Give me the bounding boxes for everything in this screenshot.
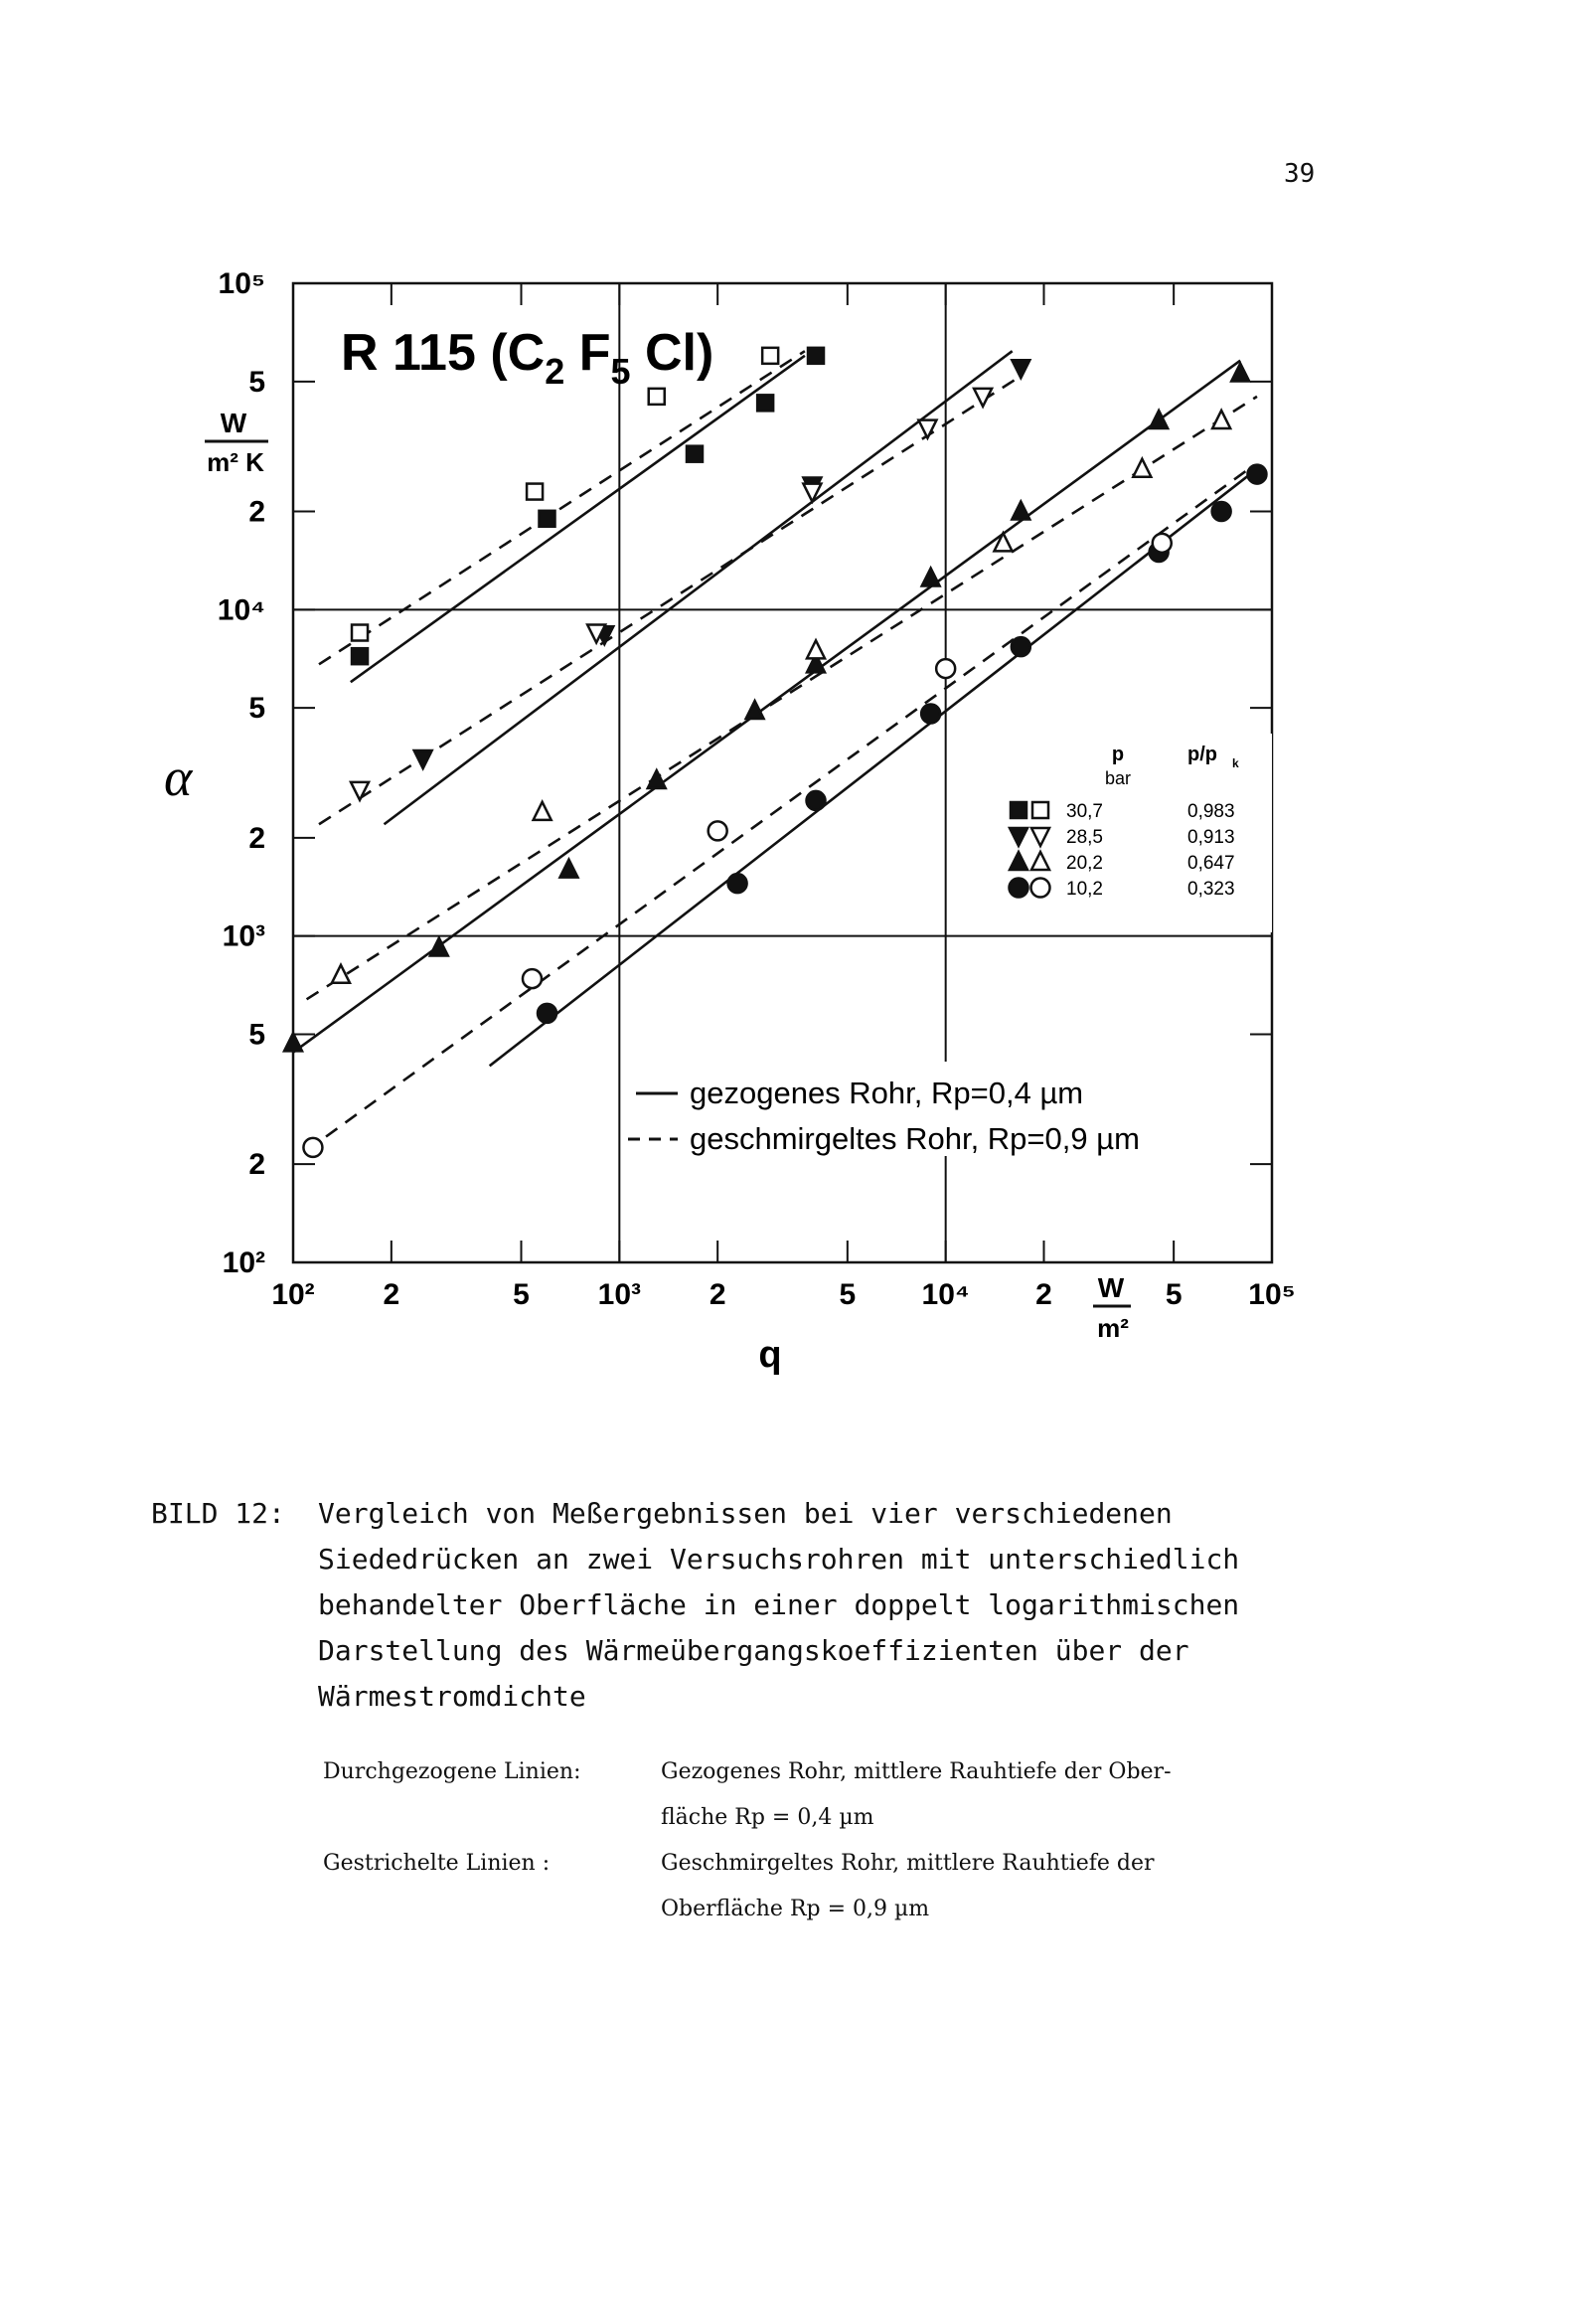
y-tick-label: 10⁵ (218, 267, 265, 300)
legend-pressure: 30,7 (1066, 801, 1103, 822)
data-point-triangle-up (534, 802, 552, 820)
legend-header-ratio: p/p (1187, 744, 1217, 765)
page-number: 39 (1284, 159, 1316, 189)
data-point-circle (936, 659, 955, 678)
x-tick-label: 2 (709, 1278, 726, 1311)
x-unit-numerator: W (1097, 1272, 1125, 1303)
fit-line-solid (385, 351, 1013, 824)
legend-line-dashed-label: geschmirgeltes Rohr, Rp=0,9 µm (690, 1121, 1140, 1156)
legend-ratio: 0,913 (1187, 827, 1235, 848)
data-point-circle (1012, 637, 1030, 656)
y-tick-label: 5 (248, 365, 265, 399)
fit-line-solid (351, 356, 805, 682)
data-point-circle (1212, 502, 1231, 521)
x-tick-label: 5 (839, 1278, 857, 1311)
caption-line: Siededrücken an zwei Versuchsrohren mit unterschiedlich (318, 1543, 1240, 1576)
y-unit-numerator: W (220, 408, 247, 438)
caption-line: Darstellung des Wärmeübergangskoeffizienten über der (318, 1634, 1189, 1667)
x-tick-label: 10³ (597, 1278, 642, 1311)
data-point-triangle-up (1133, 459, 1151, 477)
data-point-triangle-up (1212, 411, 1230, 428)
data-point-circle (807, 791, 826, 810)
x-tick-label: 10⁴ (921, 1278, 970, 1311)
legend-marker-open (1032, 802, 1048, 818)
fit-line-dashed (319, 351, 805, 664)
chart-title (341, 324, 713, 392)
y-tick-label: 5 (248, 1018, 265, 1052)
note-solid-label: Durchgezogene Linien: (323, 1759, 581, 1784)
legend-header-unit: bar (1104, 768, 1132, 788)
y-tick-label: 10⁴ (217, 593, 265, 627)
chart-title-prefix: R 115 (C (341, 324, 546, 382)
x-tick-label: 10² (271, 1278, 315, 1311)
caption-text (318, 1491, 1411, 1720)
data-point-square (539, 511, 554, 527)
y-tick-label: 10² (222, 1246, 265, 1279)
caption-line: behandelter Oberfläche in einer doppelt logarithmischen (318, 1588, 1240, 1621)
legend-ratio: 0,323 (1187, 879, 1235, 900)
caption-line: Vergleich von Meßergebnissen bei vier verschiedenen (318, 1497, 1173, 1530)
data-point-square (527, 484, 543, 500)
legend-ratio: 0,983 (1187, 801, 1235, 822)
legend-pressure: 28,5 (1066, 827, 1103, 848)
data-point-triangle-up (922, 569, 940, 586)
note-dashed-text2: Oberfläche Rp = 0,9 µm (661, 1897, 930, 1921)
data-point-triangle-down (351, 782, 369, 800)
x-tick-label: 5 (513, 1278, 530, 1311)
legend-header-ratio-sub: k (1232, 756, 1239, 770)
chart-title-mid1: F (564, 324, 611, 382)
data-point-circle (1247, 465, 1266, 484)
data-point-triangle-down (414, 750, 432, 768)
y-tick-label: 2 (248, 1148, 265, 1182)
data-point-square (757, 395, 773, 411)
note-dashed-label: Gestrichelte Linien : (323, 1851, 551, 1876)
data-point-circle (728, 874, 747, 893)
legend-pressure: 10,2 (1066, 879, 1103, 900)
data-point-triangle-up (1150, 411, 1168, 428)
y-tick-label: 2 (248, 821, 265, 855)
y-tick-label: 2 (248, 495, 265, 529)
data-point-circle (303, 1138, 322, 1157)
data-point-square (649, 389, 665, 405)
legend-pressure: 20,2 (1066, 853, 1103, 874)
x-tick-label: 10⁵ (1248, 1278, 1296, 1311)
note-solid-text2: fläche Rp = 0,4 µm (661, 1805, 874, 1830)
caption-label: BILD 12: (151, 1497, 285, 1530)
legend-line-solid-label: gezogenes Rohr, Rp=0,4 µm (690, 1076, 1084, 1110)
data-point-square (762, 348, 778, 364)
data-point-triangle-down (918, 420, 936, 438)
data-point-circle (523, 969, 542, 988)
x-tick-label: 5 (1165, 1278, 1183, 1311)
y-unit-denominator: m² K (207, 447, 264, 477)
x-axis-label: q (758, 1334, 782, 1376)
data-point-circle (538, 1004, 556, 1023)
legend-marker-open (1031, 879, 1050, 898)
y-tick-label: 10³ (222, 919, 265, 953)
data-point-triangle-up (994, 533, 1012, 551)
data-point-square (808, 348, 824, 364)
x-unit-denominator: m² (1097, 1313, 1129, 1343)
note-dashed-text: Geschmirgeltes Rohr, mittlere Rauhtiefe der (661, 1851, 1155, 1876)
y-tick-label: 5 (248, 692, 265, 726)
data-point-triangle-down (803, 484, 821, 502)
data-point-square (352, 625, 368, 641)
data-point-square (687, 446, 703, 462)
legend-ratio: 0,647 (1187, 853, 1235, 874)
data-point-square (352, 648, 368, 664)
chart-title-sub2: 5 (610, 351, 631, 392)
data-point-circle (709, 821, 727, 840)
data-point-circle (921, 704, 940, 723)
data-point-triangle-up (559, 860, 577, 878)
y-axis-label: α (164, 747, 193, 807)
data-point-triangle-up (648, 770, 666, 788)
chart-title-sub1: 2 (545, 351, 565, 392)
x-tick-label: 2 (383, 1278, 400, 1311)
data-point-triangle-up (807, 640, 825, 658)
chart-title-mid2: Cl) (630, 324, 714, 382)
legend-marker-filled (1011, 802, 1026, 818)
legend-header-p: p (1111, 744, 1125, 765)
caption-line: Wärmestromdichte (318, 1680, 586, 1713)
data-point-circle (1153, 534, 1172, 553)
data-point-triangle-up (284, 1033, 302, 1051)
note-solid-text: Gezogenes Rohr, mittlere Rauhtiefe der Ober- (661, 1759, 1172, 1784)
x-tick-label: 2 (1035, 1278, 1052, 1311)
data-point-triangle-up (1012, 501, 1029, 519)
data-point-triangle-down (1012, 360, 1029, 378)
legend-marker-filled (1010, 879, 1028, 898)
